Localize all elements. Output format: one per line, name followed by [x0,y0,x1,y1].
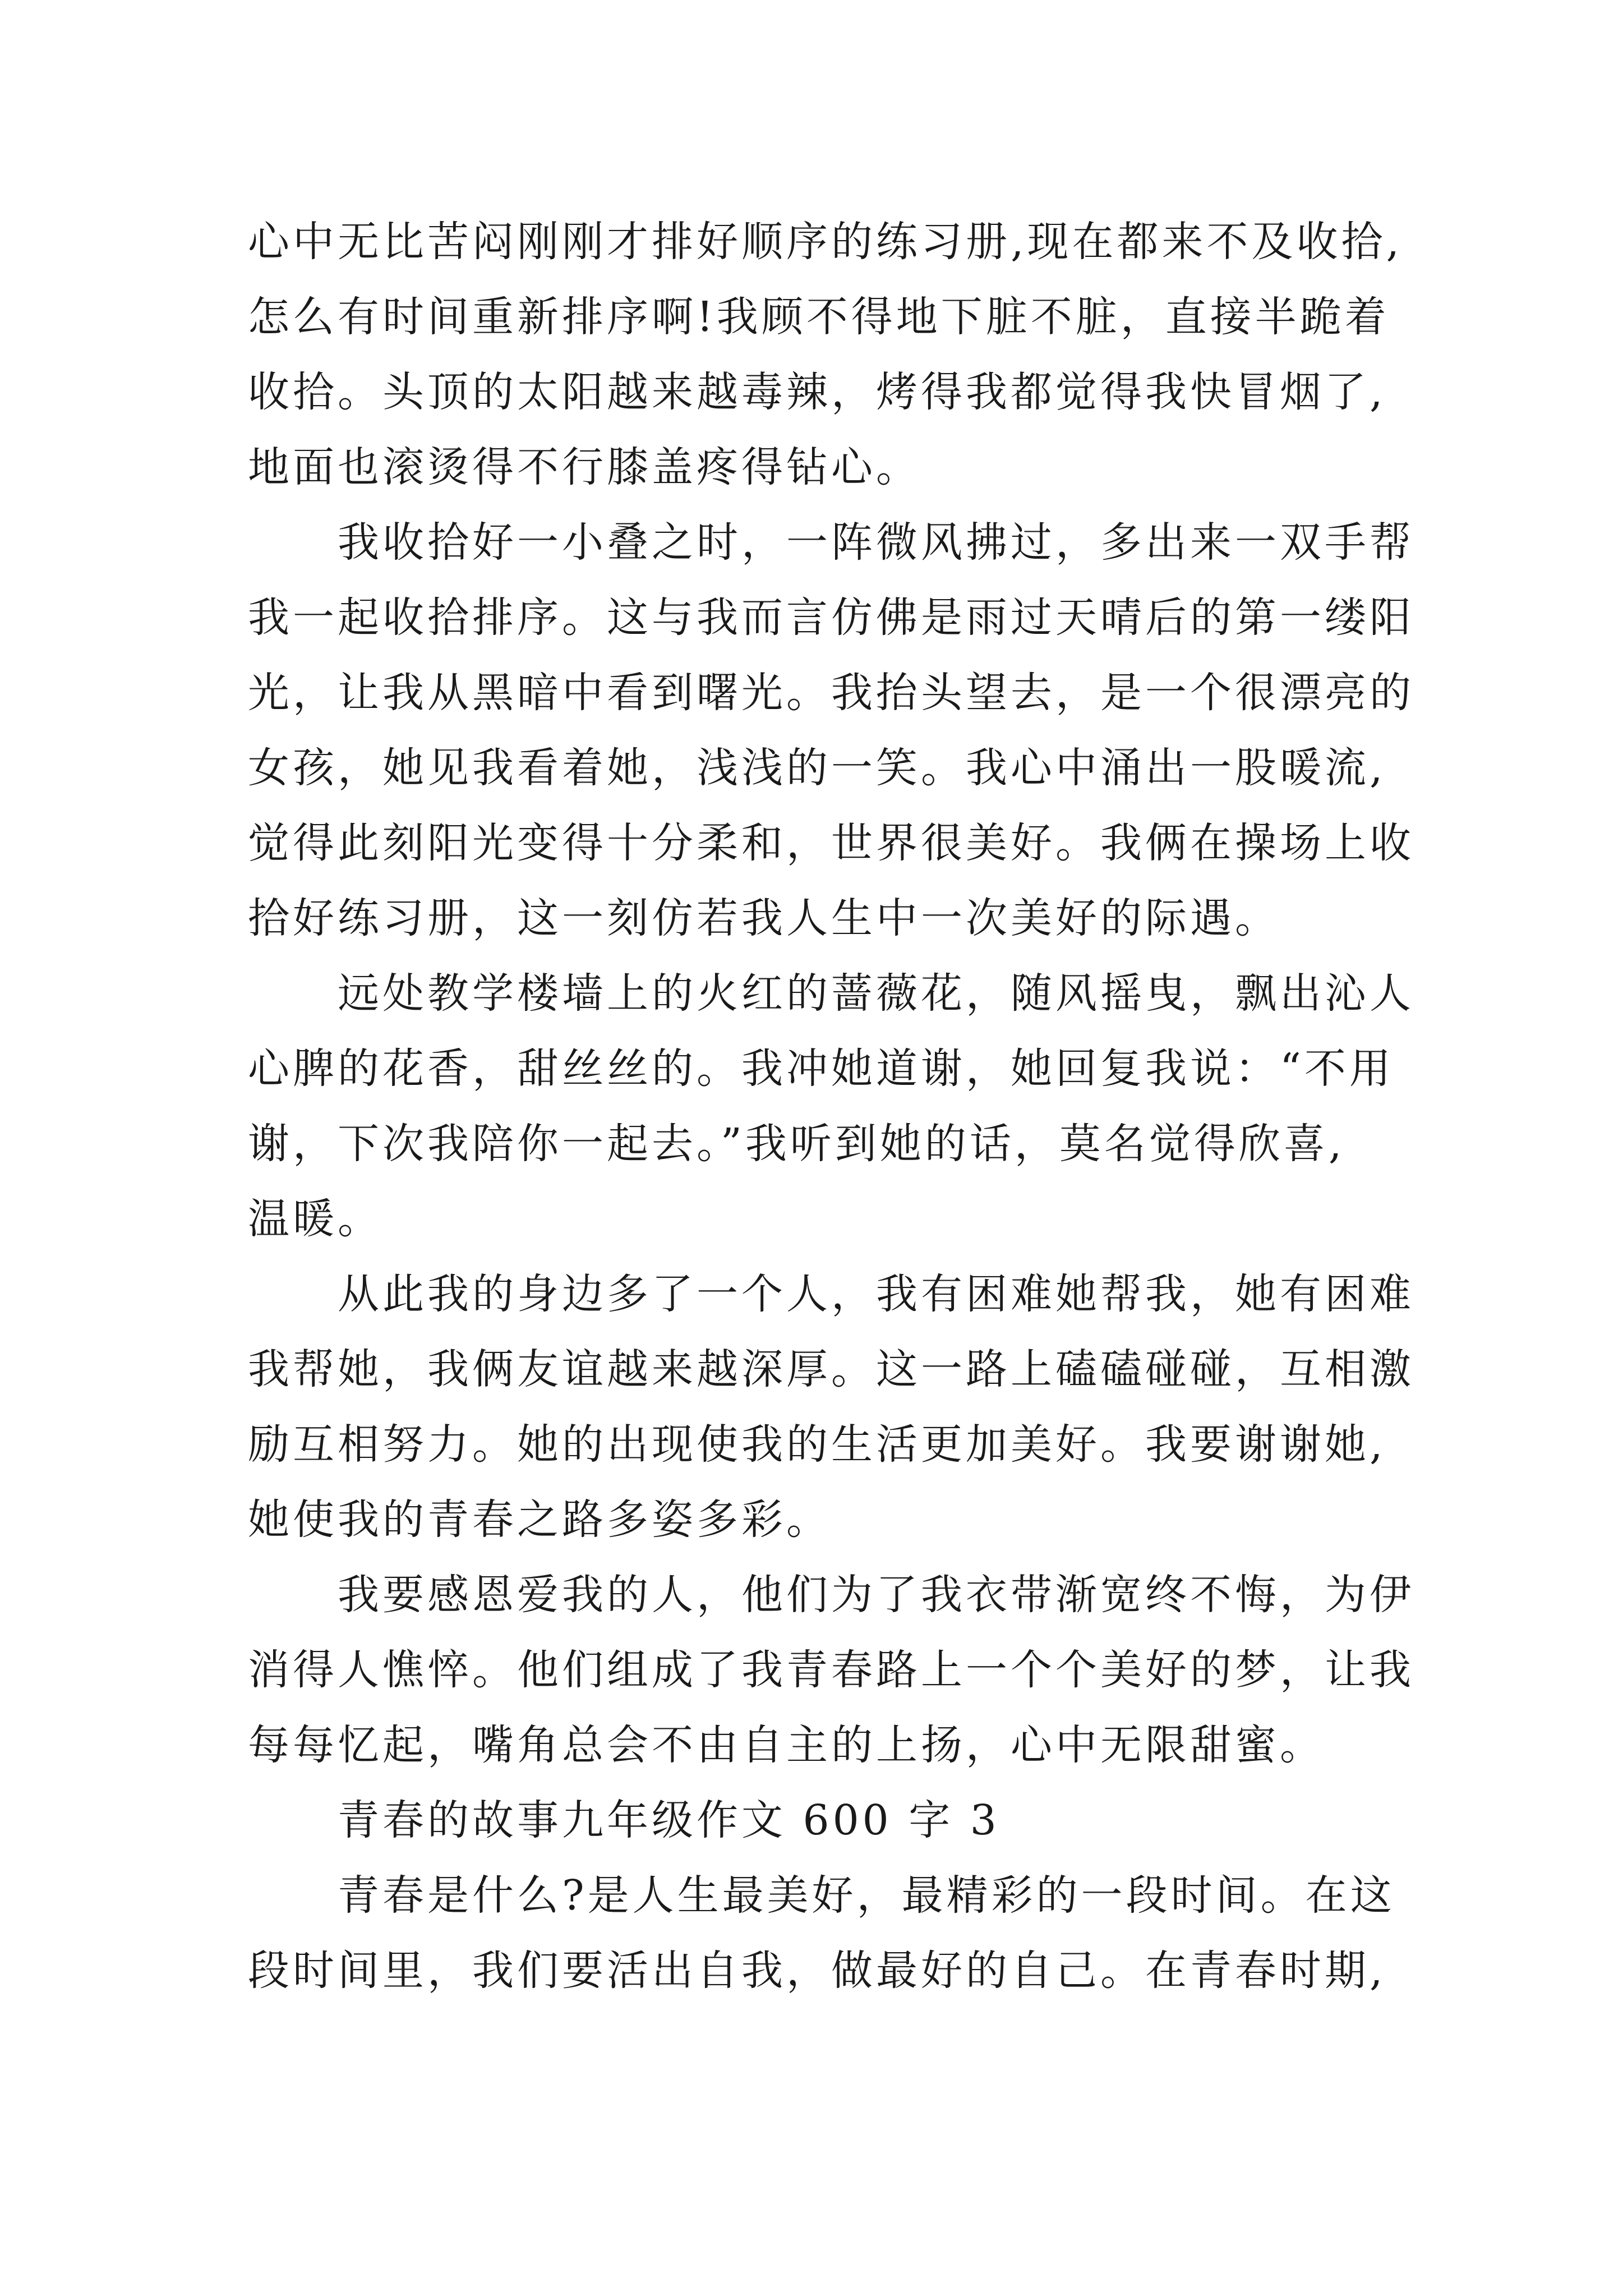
text-line: 她使我的青春之路多姿多彩。 [248,1496,831,1544]
text-line: 我一起收拾排序。这与我而言仿佛是雨过天晴后的第一缕阳 [248,593,1414,642]
section-heading: 青春的故事九年级作文 600 字 3 [338,1796,1000,1844]
paragraph-start-line: 我要感恩爱我的人，他们为了我衣带渐宽终不悔，为伊 [338,1571,1414,1619]
paragraph-start-line: 从此我的身边多了一个人，我有困难她帮我，她有困难 [338,1270,1414,1318]
text-line: 我帮她，我俩友谊越来越深厚。这一路上磕磕碰碰，互相激 [248,1345,1414,1393]
text-line: 拾好练习册，这一刻仿若我人生中一次美好的际遇。 [248,894,1280,942]
paragraph-start-line: 远处教学楼墙上的火红的蔷薇花，随风摇曳，飘出沁人 [338,969,1414,1018]
paragraph-start-line: 我收拾好一小叠之时，一阵微风拂过，多出来一双手帮 [338,518,1414,567]
text-line: 励互相努力。她的出现使我的生活更加美好。我要谢谢她, [248,1420,1386,1469]
essay-body [248,204,1414,2008]
text-line: 地面也滚烫得不行膝盖疼得钻心。 [248,443,921,491]
text-line: 光，让我从黑暗中看到曙光。我抬头望去，是一个很漂亮的 [248,669,1414,717]
text-line: 觉得此刻阳光变得十分柔和，世界很美好。我俩在操场上收 [248,819,1414,867]
text-line: 消得人憔悴。他们组成了我青春路上一个个美好的梦，让我 [248,1646,1414,1694]
text-line: 谢，下次我陪你一起去。”我听到她的话，莫名觉得欣喜, [248,1120,1345,1168]
text-line: 怎么有时间重新排序啊!我顾不得地下脏不脏，直接半跪着 [248,293,1390,341]
text-line: 每每忆起，嘴角总会不由自主的上扬，心中无限甜蜜。 [248,1721,1325,1769]
text-line: 温暖。 [248,1195,382,1243]
text-line: 收拾。头顶的太阳越来越毒辣，烤得我都觉得我快冒烟了, [248,368,1386,416]
paragraph-start-line: 青春是什么?是人生最美好，最精彩的一段时间。在这 [338,1871,1395,1920]
text-line: 心中无比苦闷刚刚才排好顺序的练习册,现在都来不及收拾, [248,218,1403,266]
text-line: 女孩，她见我看着她，浅浅的一笑。我心中涌出一股暖流, [248,744,1386,792]
text-line: 段时间里，我们要活出自我，做最好的自己。在青春时期, [248,1947,1386,1995]
text-line: 心脾的花香，甜丝丝的。我冲她道谢，她回复我说：“不用 [248,1045,1394,1093]
